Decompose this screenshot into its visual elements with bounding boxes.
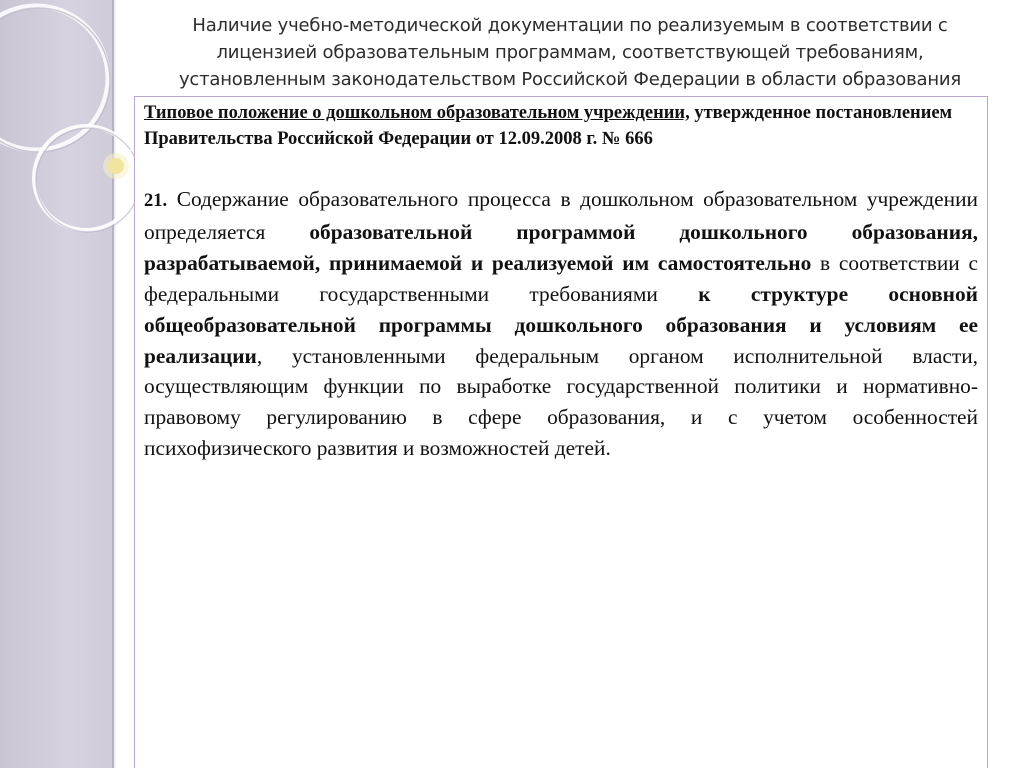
clause-text-3: , установленными федеральным органом исполнительной власти, осуществляющим функции по выработке государственной политики и нормативно-правовому регулированию в сфере образования, и с учетом особенностей психофизического развития и возможностей детей. — [144, 343, 978, 461]
title-line-3: установленным законодательством Российской Федерации в области образования — [178, 69, 962, 90]
clause-bold-1: образовательной программой дошкольного образования, разрабатываемой, принимаемой и реализуемой им самостоятельно — [144, 219, 979, 275]
document-approval: утвержденное постановлением Правительства Российской Федерации от 12.09.2008 г. № 666 — [144, 103, 953, 149]
clause-text-2: в соответствии с федеральными государственными требованиями — [144, 250, 978, 306]
title-line-1: Наличие учебно-методической документации по реализуемым в соответствии с — [192, 15, 948, 36]
document-name: Типовое положение о дошкольном образовательном учреждении, — [144, 103, 690, 123]
decorative-large-ring-shadow — [0, 8, 110, 152]
document-reference — [144, 100, 974, 152]
clause-number: 21. — [144, 191, 168, 211]
slide-title — [150, 12, 990, 93]
decorative-small-ring-shadow — [36, 128, 140, 232]
decorative-yellow-dot — [108, 158, 124, 174]
clause-bold-2: к структуре основной общеобразовательной программы дошкольного образования и условиям ее реализации — [144, 281, 978, 368]
clause-paragraph — [144, 184, 978, 464]
clause-text-1: Содержание образовательного процесса в дошкольном образовательном учреждении определяется — [144, 187, 978, 244]
title-line-2: лицензией образовательным программам, соответствующей требованиям, — [216, 42, 924, 63]
